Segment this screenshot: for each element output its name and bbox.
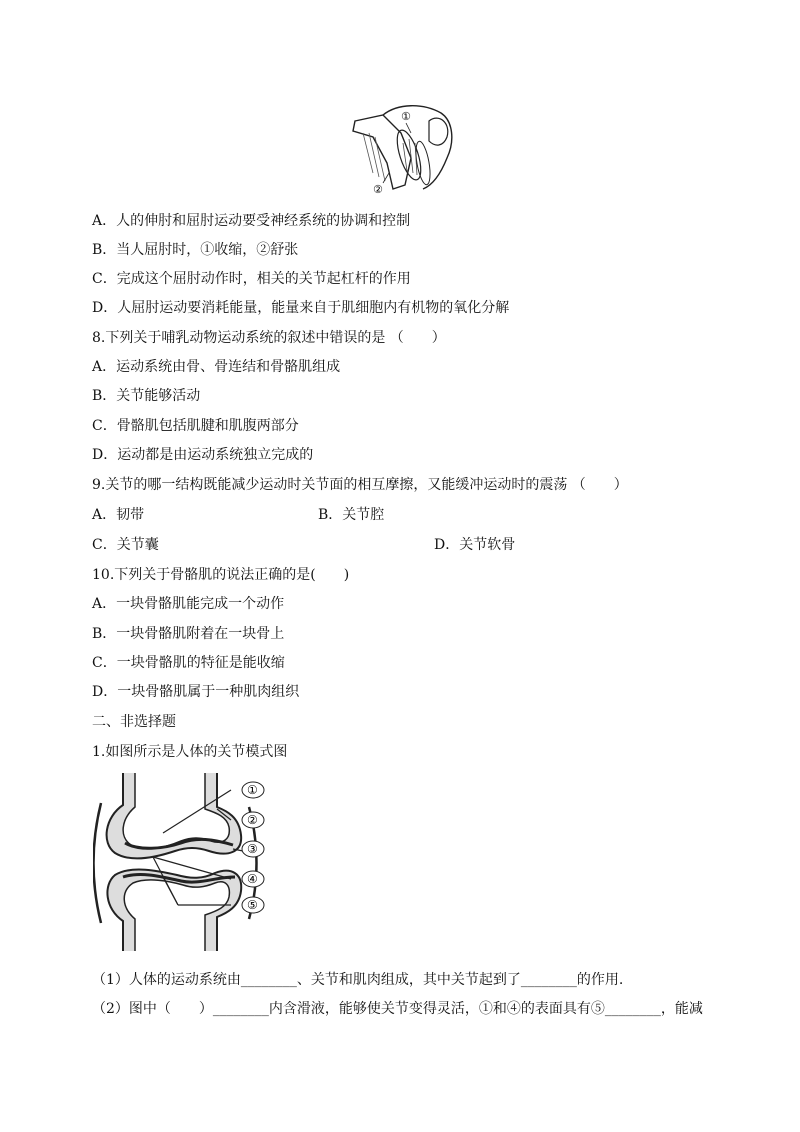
q7-option-d: D．人屈肘运动要消耗能量，能量来自于肌细胞内有机物的氧化分解: [92, 300, 510, 316]
q10-option-a: A．一块骨骼肌能完成一个动作: [92, 596, 285, 612]
q9-stem: 9.关节的哪一结构既能减少运动时关节面的相互摩擦，又能缓冲运动时的震荡 （ ）: [92, 477, 628, 493]
joint-label-4: ④: [247, 872, 258, 886]
q7-option-b: B．当人屈肘时，①收缩，②舒张: [92, 242, 299, 258]
q7-option-c: C．完成这个屈肘动作时，相关的关节起杠杆的作用: [92, 271, 411, 287]
q10-option-d: D．一块骨骼肌属于一种肌肉组织: [92, 684, 300, 700]
joint-label-1: ①: [247, 783, 258, 797]
q9-option-d: D．关节软骨: [434, 537, 516, 553]
q8-option-b: B．关节能够活动: [92, 388, 201, 404]
joint-label-3: ③: [247, 842, 258, 856]
q8-stem: 8.下列关于哺乳动物运动系统的叙述中错误的是 （ ）: [92, 330, 446, 346]
q10-option-c: C．一块骨骼肌的特征是能收缩: [92, 655, 285, 671]
joint-diagram: [93, 773, 273, 951]
q10-stem: 10.下列关于骨骼肌的说法正确的是( ): [92, 567, 350, 583]
q10-option-b: B．一块骨骼肌附着在一块骨上: [92, 626, 285, 642]
figure-label-2: ②: [373, 183, 383, 195]
q8-option-d: D．运动都是由运动系统独立完成的: [92, 447, 314, 463]
section-title: 二、非选择题: [92, 714, 176, 730]
q9-option-b: B．关节腔: [318, 507, 385, 523]
nq1-stem: 1.如图所示是人体的关节模式图: [92, 744, 288, 760]
nq1-sub2: （2）图中（ ）________内含滑液，能够使关节变得灵活，①和④的表面具有⑤________，能减: [92, 1001, 703, 1017]
joint-label-2: ②: [247, 813, 258, 827]
arm-muscle-figure: [343, 103, 458, 195]
q9-option-c: C．关节囊: [92, 537, 159, 553]
q8-option-c: C．骨骼肌包括肌腱和肌腹两部分: [92, 418, 299, 434]
q7-option-a: A．人的伸肘和屈肘运动要受神经系统的协调和控制: [92, 213, 411, 229]
nq1-sub1: （1）人体的运动系统由________、关节和肌肉组成，其中关节起到了________的作用.: [92, 972, 624, 988]
joint-label-5: ⑤: [247, 898, 258, 912]
q9-option-a: A．韧带: [92, 507, 145, 523]
figure-label-1: ①: [401, 110, 411, 123]
q8-option-a: A．运动系统由骨、骨连结和骨骼肌组成: [92, 359, 341, 375]
